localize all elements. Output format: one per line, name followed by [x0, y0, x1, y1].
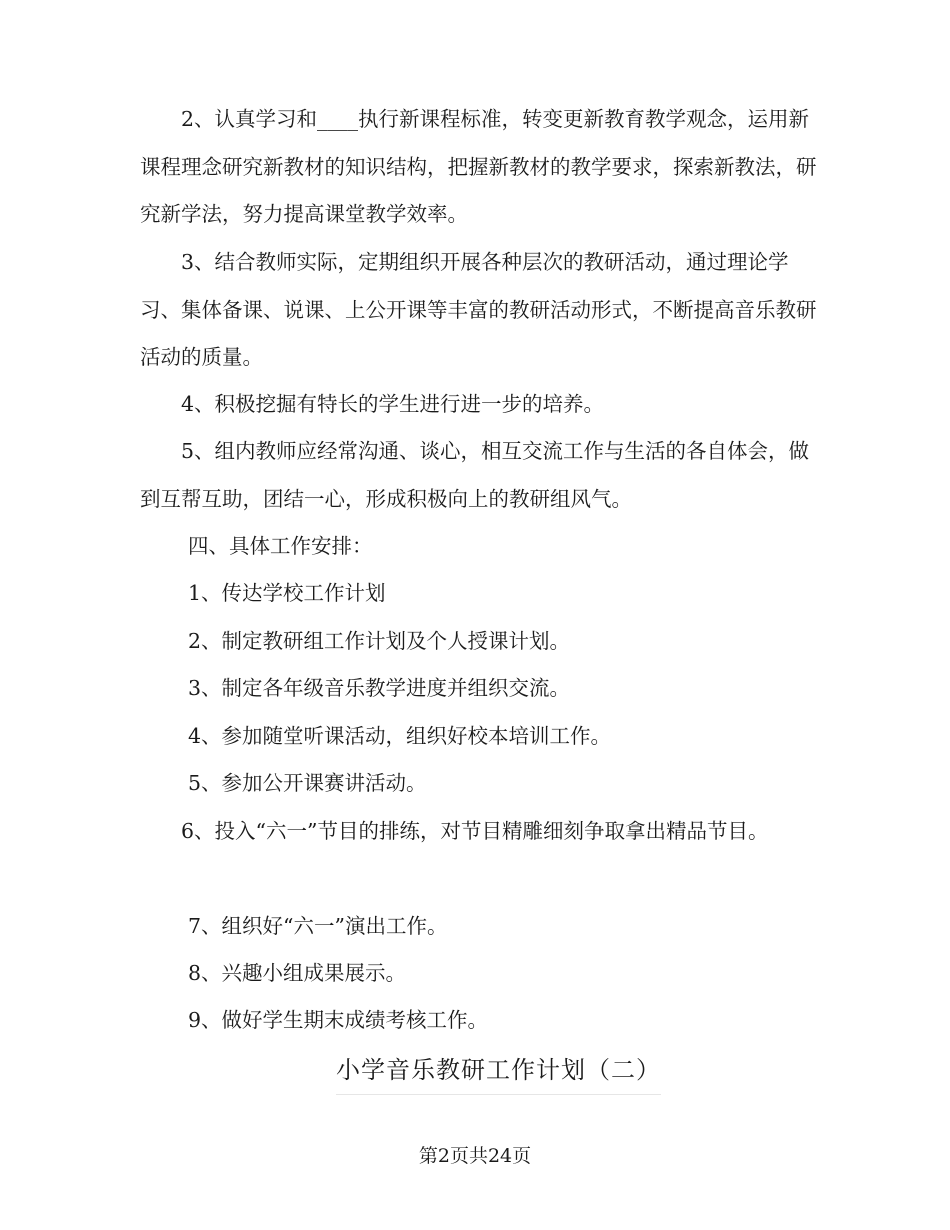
paragraph-5: 5、组内教师应经常沟通、谈心，相互交流工作与生活的各自体会，做到互帮互助，团结一心，形成积极向上的教研组风气。 [140, 439, 810, 511]
schedule-item-8: 8、兴趣小组成果展示。 [188, 961, 407, 985]
schedule-item-6: 6、投入“六一”节目的排练，对节目精雕细刻争取拿出精品节目。 [181, 819, 769, 843]
page-number-footer: 第2页共24页 [418, 1145, 532, 1167]
schedule-item-5: 5、参加公开课赛讲活动。 [188, 771, 427, 795]
schedule-item-4: 4、参加随堂听课活动，组织好校本培训工作。 [188, 724, 612, 748]
paragraph-3: 3、结合教师实际，定期组织开展各种层次的教研活动，通过理论学习、集体备课、说课、上公开课等丰富的教研活动形式，不断提高音乐教研活动的质量。 [140, 250, 817, 369]
schedule-item-2: 2、制定教研组工作计划及个人授课计划。 [188, 629, 571, 653]
schedule-item-3: 3、制定各年级音乐教学进度并组织交流。 [188, 676, 571, 700]
schedule-item-9: 9、做好学生期末成绩考核工作。 [188, 1008, 489, 1032]
schedule-item-1: 1、传达学校工作计划 [188, 581, 386, 605]
paragraph-2: 2、认真学习和____执行新课程标准，转变更新教育教学观念，运用新课程理念研究新教材的知识结构，把握新教材的教学要求，探索新教法，研究新学法，努力提高课堂教学效率。 [140, 107, 817, 226]
schedule-item-7: 7、组织好“六一”演出工作。 [188, 914, 448, 938]
next-section-title: 小学音乐教研工作计划（二） [336, 1046, 661, 1095]
paragraph-4: 4、积极挖掘有特长的学生进行进一步的培养。 [181, 392, 605, 416]
section-heading: 四、具体工作安排： [188, 534, 373, 558]
